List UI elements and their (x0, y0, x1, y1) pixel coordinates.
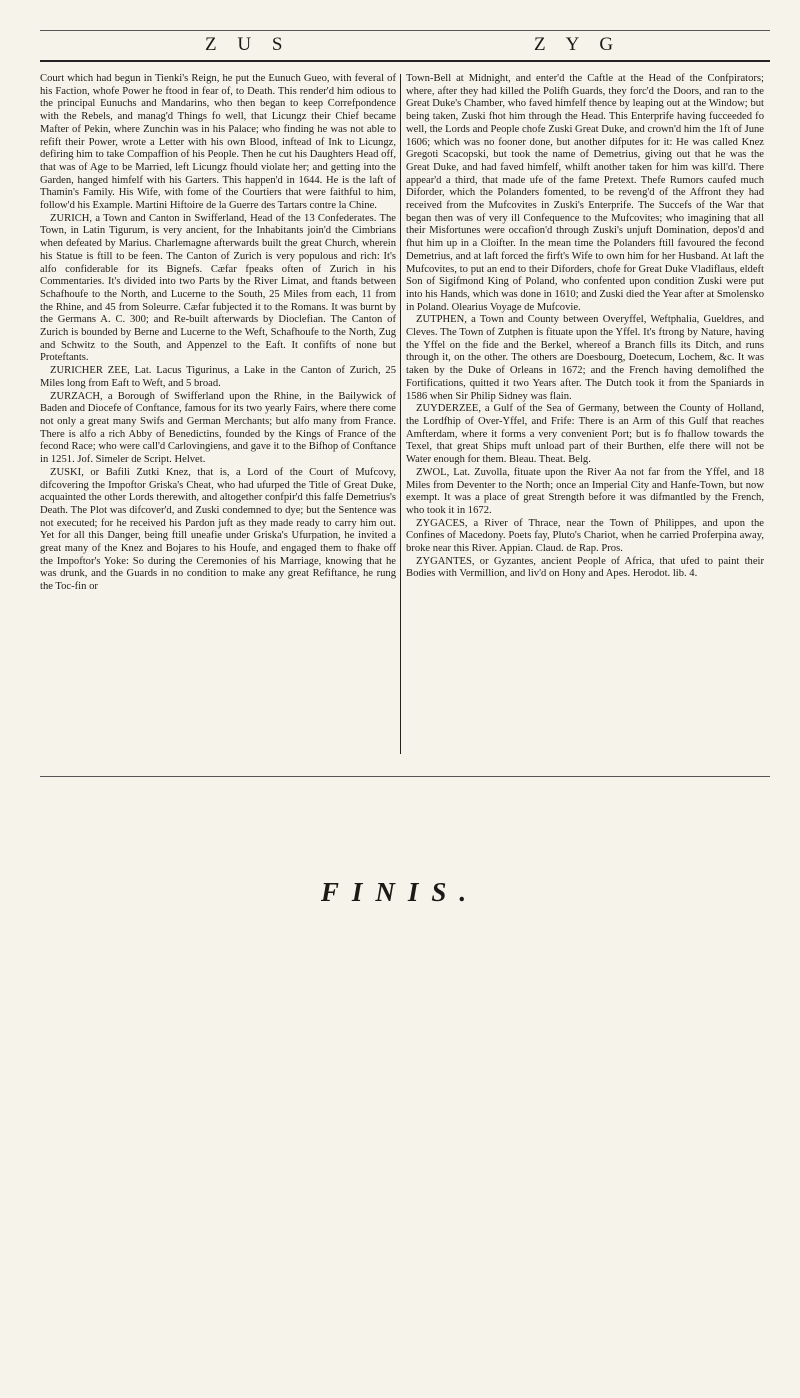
entry-zurzach: ZURZACH, a Borough of Swifferland upon the Rhine, in the Bailywick of Baden and Diocefe of Conftance, famous for its two yearly Fairs, where there come not only a great many Swifs and German Merchants; but alfo many from France. There is alfo a rich Abby of Benedictins, founded by the Kings of France of the fecond Race; who were call'd Carlovingiens, and gave it to the Bifhop of Conftance in 1251. Jof. Simeler de Script. Helvet. (40, 390, 396, 466)
entry-zygantes: ZYGANTES, or Gyzantes, ancient People of Africa, that ufed to paint their Bodies with Vermillion, and liv'd on Hony and Apes. Herodot. lib. 4. (406, 555, 764, 580)
bottom-rule (40, 776, 770, 777)
entry-zutphen: ZUTPHEN, a Town and County between Overyffel, Weftphalia, Gueldres, and Cleves. The Town of Zutphen is fituate upon the Yffel. It's ftrong by Nature, having the Yffel on the fide and the Berkel, whereof a Branch fills its Ditch, and runs through it, on the other. The others are Doesbourg, Doetecum, Lochem, &c. It was taken by the Duke of Orleans in 1672; and the French having demolifhed the Fortifications, quitted it two Years after. The Dutch took it from the Spaniards in 1586 when Sir Philip Sidney was flain. (406, 314, 764, 402)
column-divider (400, 74, 401, 754)
entry-zuski-continued: Town-Bell at Midnight, and enter'd the Caftle at the Head of the Confpirators; where, after they had killed the Polifh Guards, they forc'd the Doors, and ran to the Great Duke's Chamber, who faved himfelf thence by leaping out at the Window; but being taken, Zuski fhot him through the Head. This Enterprife having fucceeded fo well, the Lords and People chofe Zuski Great Duke, and crown'd him the 1ft of June 1606; which was no fooner done, but another difputes for it: He was called Knez Gregoti Scacopski, but took the name of Demetrius, giving out that he was the Great Duke, and had faved himfelf, whilft another taken for him was kill'd. There appear'd a third, that made ufe of the fame Pretext. Thefe Rumors caufed much Diforder, which the Polanders fomented, to be reveng'd of the Affront they had received from the Mufcovites in Zuski's Enterprife. The Succefs of the War that began then was of very ill Confequence to the Mufcovites; who imagining that all their Misfortunes were occafion'd through Zuski's unjuft Domination, depos'd and fhut him up in a Cloifter. In the mean time the Polanders ftill favoured the fecond Demetrius, and at laft forced the firft's Wife to own him for her Husband. At laft the Mufcovites, to put an end to their Diforders, chofe for Great Duke Vladiflaus, eldeft Son of Sigifmond King of Poland, who confented upon condition Zuski were put into his Hands, which was done in 1610; and Zuski died the Year after at Smolensko in Poland. Olearius Voyage de Mufcovie. (406, 73, 764, 313)
header-left: Z U S (205, 34, 291, 55)
entry-zwol: ZWOL, Lat. Zuvolla, fituate upon the River Aa not far from the Yffel, and 18 Miles from Deventer to the North; once an Imperial City and Hanfe-Town, but now exempt. It was a place of great Strength before it was difmantled by the French, who took it in 1672. (406, 466, 764, 516)
finis-heading: FINIS. (320, 877, 480, 907)
header-rule (40, 60, 770, 62)
left-column (40, 73, 396, 594)
header-right: Z Y G (534, 34, 622, 55)
top-border (40, 30, 770, 31)
entry-zygaces: ZYGACES, a River of Thrace, near the Town of Philippes, and upon the Confines of Macedony. Poets fay, Pluto's Chariot, when he carried Proferpina away, broke near this River. Appian. Claud. de Rap. Pros. (406, 517, 764, 555)
entry-zuricher-zee: ZURICHER ZEE, Lat. Lacus Tigurinus, a Lake in the Canton of Zurich, 25 Miles long from Eaft to Weft, and 5 broad. (40, 365, 396, 389)
entry-zunchin-continued: Court which had begun in Tienki's Reign, he put the Eunuch Gueo, with feveral of his Faction, whofe Power he ftood in fear of, to Death. This render'd him odious to the principal Eunuchs and Mandarins, who then began to keep Correfpondence with the Rebels, and manag'd Things fo well, that Licungz their Chief became Mafter of Pekin, where Zunchin was in his Palace; who finding he was not able to refift their Power, wrote a Letter with his own Blood, inftead of Ink to Licungz, defiring him to take Compaffion of his People. Then he cut his Daughters Head off, that was of Age to be Married, left Licungz fhould violate her; and getting into the Garden, hanged himfelf with his Garters. This happen'd in 1644. He is the laft of Thamin's Family. His Wife, with fome of the Courtiers that were faithful to him, follow'd his Example. Martini Hiftoire de la Guerre des Tartars contre la Chine. (40, 73, 396, 212)
entry-zuski: ZUSKI, or Bafili Zutki Knez, that is, a Lord of the Court of Mufcovy, difcovering the Impoftor Griska's Cheat, who had ufurped the Title of Great Duke, acquainted the other Lords therewith, and altogether confpir'd this falfe Demetrius's Death. The Plot was difcover'd, and Zuski condemned to dye; but the Sentence was not executed; for he received his Pardon juft as they made ready to carry him out. Yet for all this Danger, being ftill uneafie under Griska's Ufurpation, he invited a great many of the Knez and Bojares to his Houfe, and engaged them to fhake off the Impoftor's Yoke: So during the Ceremonies of his Marriage, knowing that he was drunk, and the Guards in no condition to make any great Refiftance, he rung the Toc-fin or (40, 466, 396, 593)
entry-zurich: ZURICH, a Town and Canton in Swifferland, Head of the 13 Confederates. The Town, in Latin Tigurum, is very ancient, for the Inhabitants join'd the Cimbrians when defeated by Marius. Charlemagne afterwards built the great Church, wherein his Statue is ftill to be feen. The Canton of Zurich is very populous and rich: It's alfo confiderable for its Bignefs. Cæfar fpeaks often of Zurich in his Commentaries. It's divided into two Parts by the River Limat, and ftands between Schafhoufe to the North, and Lucerne to the South, 25 Miles from each, 11 from the Rhine, and 45 from Soleurre. Cæfar fubjected it to the Romans. It was burnt by the Germans A. C. 300; and Re-built afterwards by Dioclefian. The Canton of Zurich is bounded by Berne and Lucerne to the Weft, Schafhoufe to the North, Zug and Schwitz to the South, and Appenzel to the Eaft. It confifts of none but Proteftants. (40, 212, 396, 364)
running-header (40, 34, 770, 62)
right-column (406, 73, 764, 581)
entry-zuyderzee: ZUYDERZEE, a Gulf of the Sea of Germany, between the County of Holland, the Lordfhip of Over-Yffel, and Frife: There is an Arm of this Gulf that reaches Amfterdam, where it forms a very convenient Port; but is fo fhallow towards the Texel, that great Ships muft unload part of their Burthen, elfe there will not be Water enough for them. Bleau. Theat. Belg. (406, 403, 764, 466)
